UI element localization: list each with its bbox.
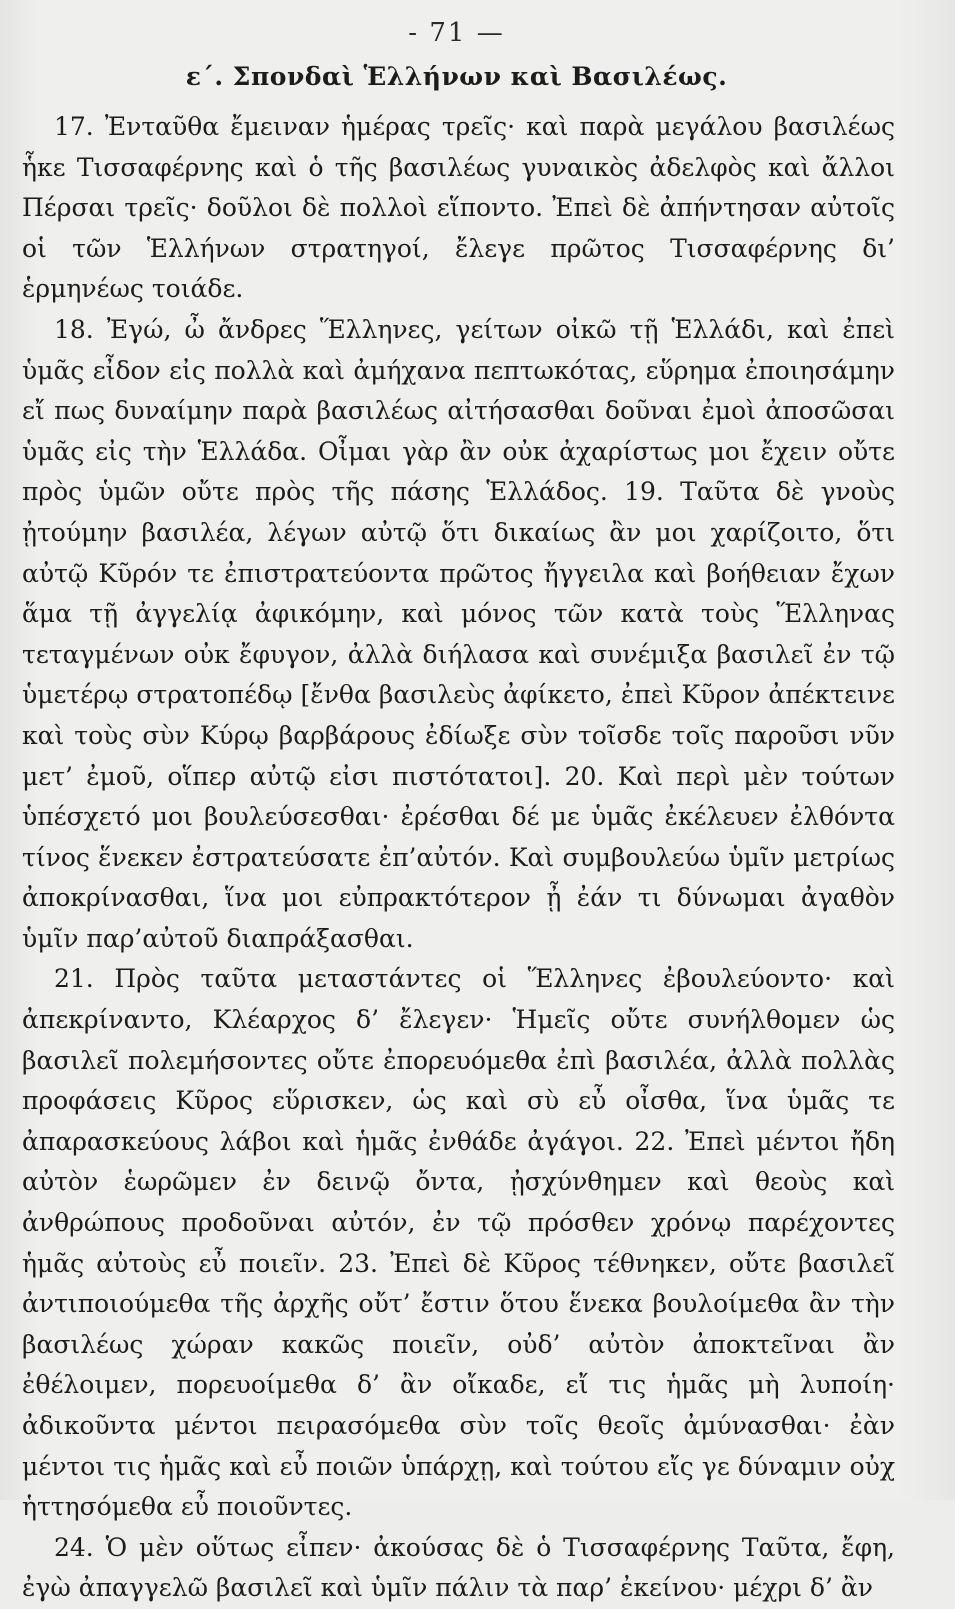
section-title: ε΄. Σπονδαὶ Ἑλλήνων καὶ Βασιλέως.: [185, 62, 728, 91]
body-text: [18, 107, 895, 1609]
paragraph-18-20: 18. Ἐγώ, ὦ ἄνδρες Ἕλληνες, γείτων οἰκῶ τῇ Ἑλλάδι, καὶ ἐπεὶ ὑμᾶς εἶδον εἰς πολλὰ καὶ ἀμήχανα πεπτωκότας, εὕρημα ἐποιησάμην εἴ πως δυναίμην παρὰ βασιλέως αἰτήσασθαι δοῦναι ἐμοὶ ἀποσῶσαι ὑμᾶς εἰς τὴν Ἑλλάδα. Οἶμαι γὰρ ἂν οὐκ ἀχαρίστως μοι ἔχειν οὔτε πρὸς ὑμῶν οὔτε πρὸς τῆς πάσης Ἑλλάδος. 19. Ταῦτα δὲ γνοὺς ᾐτούμην βασιλέα, λέγων αὐτῷ ὅτι δικαίως ἂν μοι χαρίζοιτο, ὅτι αὐτῷ Κῦρόν τε ἐπιστρατεύοντα πρῶτος ἤγγειλα καὶ βοήθειαν ἔχων ἅμα τῇ ἀγγελίᾳ ἀφικόμην, καὶ μόνος τῶν κατὰ τοὺς Ἕλληνας τεταγμένων οὐκ ἔφυγον, ἀλλὰ διήλασα καὶ συνέμιξα βασιλεῖ ἐν τῷ ὑμετέρῳ στρατοπέδῳ [ἔνθα βασιλεὺς ἀφίκετο, ἐπεὶ Κῦρον ἀπέκτεινε καὶ τοὺς σὺν Κύρῳ βαρβάρους ἐδίωξε σὺν τοῖσδε τοῖς παροῦσι νῦν μετ’ ἐμοῦ, οἵπερ αὐτῷ εἰσι πιστότατοι]. 20. Καὶ περὶ μὲν τούτων ὑπέσχετό μοι βουλεύσεσθαι· ἐρέσθαι δέ με ὑμᾶς ἐκέλευεν ἐλθόντα τίνος ἕνεκεν ἐστρατεύσατε ἐπ’αὐτόν. Καὶ συμβουλεύω ὑμῖν μετρίως ἀποκρίνασθαι, ἵνα μοι εὐπρακτότερον ᾖ ἐάν τι δύνωμαι ἀγαθὸν ὑμῖν παρ’αὐτοῦ διαπράξασθαι.: [22, 314, 895, 953]
paragraph-24: 24. Ὁ μὲν οὕτως εἶπεν· ἀκούσας δὲ ὁ Τισσαφέρνης Ταῦτα, ἔφη, ἐγὼ ἀπαγγελῶ βασιλεῖ καὶ ὑμῖν πάλιν τὰ παρ’ ἐκείνου· μέχρι δ’ ἂν: [22, 1532, 895, 1603]
page-number: - 71 —: [408, 18, 505, 48]
paragraph-17: 17. Ἐνταῦθα ἔμειναν ἡμέρας τρεῖς· καὶ παρὰ μεγάλου βασιλέως ἧκε Τισσαφέρνης καὶ ὁ τῆς βασιλέως γυναικὸς ἀδελφὸς καὶ ἄλλοι Πέρσαι τρεῖς· δοῦλοι δὲ πολλοὶ εἵποντο. Ἐπεὶ δὲ ἀπήντησαν αὐτοῖς οἱ τῶν Ἑλλήνων στρατηγοί, ἔλεγε πρῶτος Τισσαφέρνης δι’ ἑρμηνέως τοιάδε.: [22, 112, 895, 304]
paragraph-21-23: 21. Πρὸς ταῦτα μεταστάντες οἱ Ἕλληνες ἐβουλεύοντο· καὶ ἀπεκρίναντο, Κλέαρχος δ’ ἔλεγεν· Ἡμεῖς οὔτε συνήλθομεν ὡς βασιλεῖ πολεμήσοντες οὔτε ἐπορευόμεθα ἐπὶ βασιλέα, ἀλλὰ πολλὰς προφάσεις Κῦρος εὕρισκεν, ὡς καὶ σὺ εὖ οἶσθα, ἵνα ὑμᾶς τε ἀπαρασκεύους λάβοι καὶ ἡμᾶς ἐνθάδε ἀγάγοι. 22. Ἐπεὶ μέντοι ἤδη αὐτὸν ἑωρῶμεν ἐν δεινῷ ὄντα, ᾐσχύνθημεν καὶ θεοὺς καὶ ἀνθρώπους προδοῦναι αὐτόν, ἐν τῷ πρόσθεν χρόνῳ παρέχοντες ἡμᾶς αὐτοὺς εὖ ποιεῖν. 23. Ἐπεὶ δὲ Κῦρος τέθνηκεν, οὔτε βασιλεῖ ἀντιποιούμεθα τῆς ἀρχῆς οὔτ’ ἔστιν ὅτου ἕνεκα βουλοίμεθα ἂν τὴν βασιλέως χώραν κακῶς ποιεῖν, οὐδ’ αὐτὸν ἀποκτεῖναι ἂν ἐθέλοιμεν, πορευοίμεθα δ’ ἂν οἴκαδε, εἴ τις ἡμᾶς μὴ λυποίη· ἀδικοῦντα μέντοι πειρασόμεθα σὺν τοῖς θεοῖς ἀμύνασθαι· ἐὰν μέντοι τις ἡμᾶς καὶ εὖ ποιῶν ὑπάρχῃ, καὶ τούτου εἴς γε δύναμιν οὐχ ἡττησόμεθα εὖ ποιοῦντες.: [22, 964, 895, 1522]
